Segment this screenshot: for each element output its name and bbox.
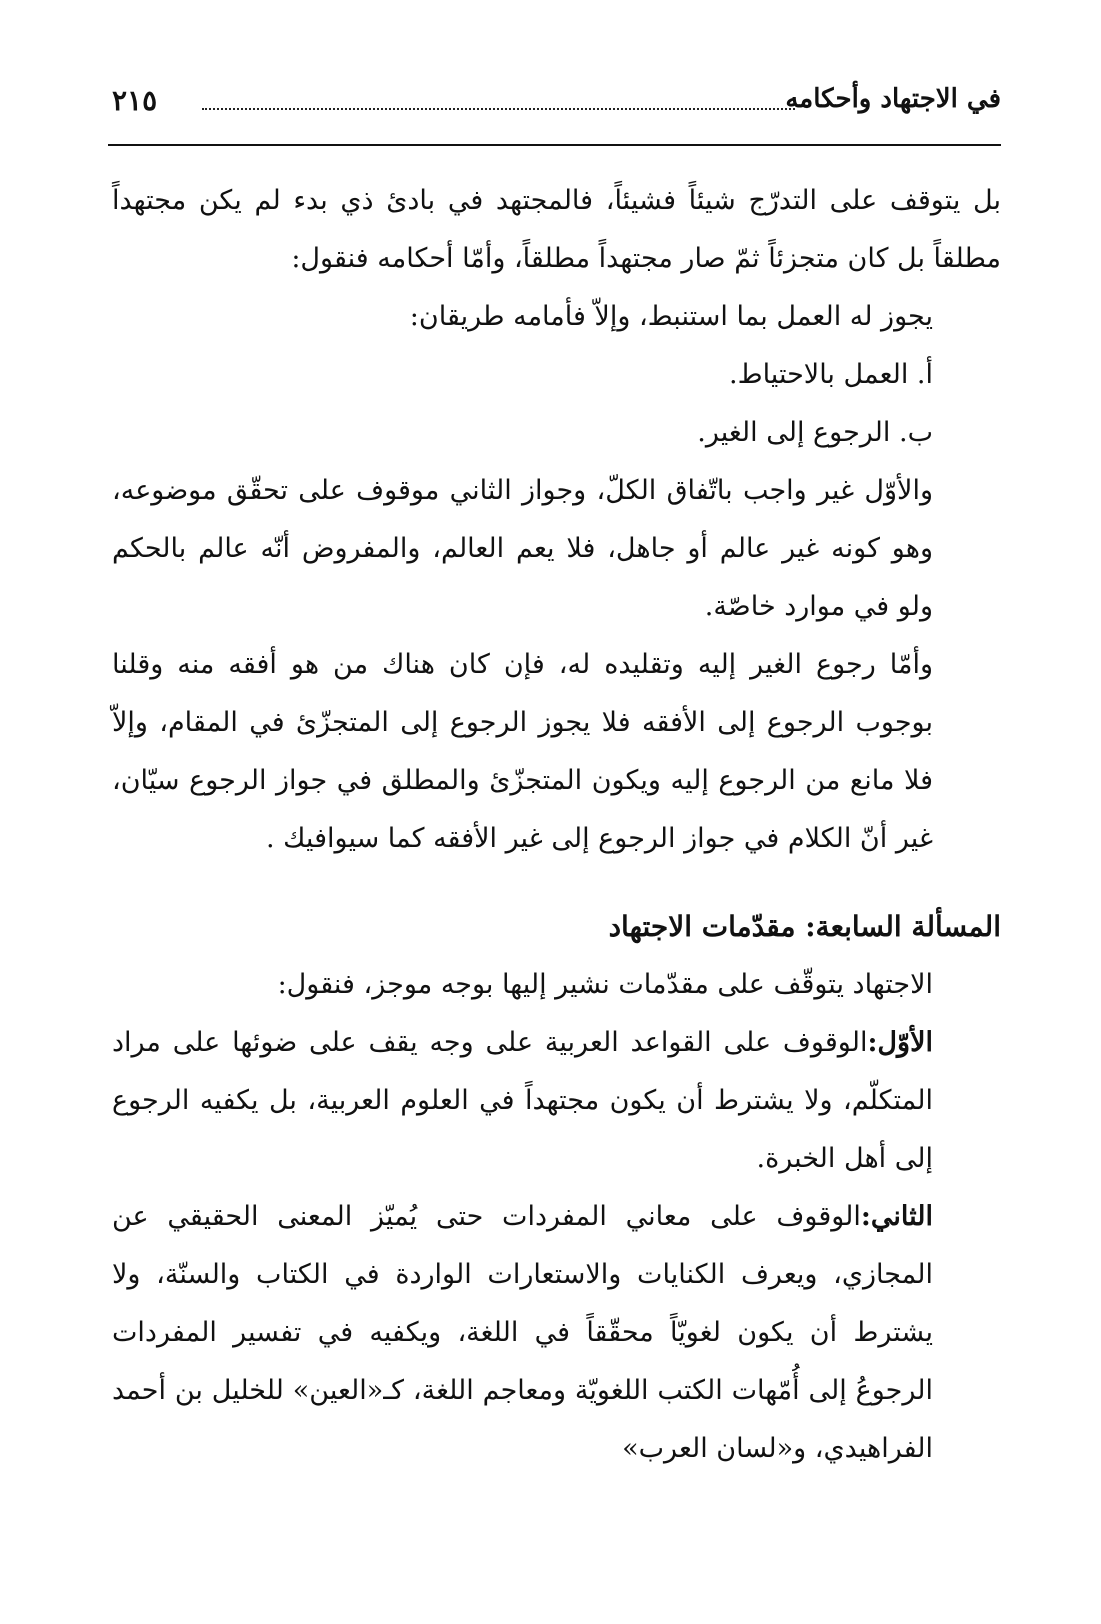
paragraph: والأوّل غير واجب باتّفاق الكلّ، وجواز الثاني موقوف على تحقّق موضوعه، وهو كونه غير عالم أو جاهل، فلا يعم العالم، والمفروض أنّه عالم بالحكم ولو في موارد خاصّة. <box>112 475 933 622</box>
running-title: في الاجتهاد وأحكامه <box>785 84 1001 114</box>
header-rule <box>108 144 1001 146</box>
paragraph: بل يتوقف على التدرّج شيئاً فشيئاً، فالمجتهد في بادئ ذي بدء لم يكن مجتهداً مطلقاً بل كان متجزئاً ثمّ صار مجتهداً مطلقاً، وأمّا أحكامه فنقول: <box>112 185 1001 274</box>
list-item: ب. الرجوع إلى الغير. <box>697 417 933 448</box>
section-intro: الاجتهاد يتوقّف على مقدّمات نشير إليها بوجه موجز، فنقول: <box>277 969 933 1000</box>
list-item: أ. العمل بالاحتياط. <box>729 359 933 390</box>
paragraph-lead: الثاني: <box>860 1201 933 1232</box>
paragraph: وأمّا رجوع الغير إليه وتقليده له، فإن كان هناك من هو أفقه منه وقلنا بوجوب الرجوع إلى الأفقه فلا يجوز الرجوع إلى المتجزّئ في المقام، وإلاّ فلا مانع من الرجوع إليه ويكون المتجزّئ والمطلق في جواز الرجوع سيّان، غير أنّ الكلام في جواز الرجوع إلى غير الأفقه كما سيوافيك . <box>112 649 933 854</box>
section-heading: المسألة السابعة: مقدّمات الاجتهاد <box>608 910 1001 943</box>
page-number: ٢١٥ <box>112 84 158 117</box>
running-header <box>112 84 1001 124</box>
leader-dots <box>202 108 795 110</box>
paragraph-lead: الأوّل: <box>867 1027 933 1058</box>
paragraph-text: الوقوف على معاني المفردات حتى يُميّز المعنى الحقيقي عن المجازي، ويعرف الكنايات والاستعارات الواردة في الكتاب والسنّة، ولا يشترط أن يكون لغويّاً محقّقاً في اللغة، ويكفيه في تفسير المفردات الرجوعُ إلى أُمّهات الكتب اللغويّة ومعاجم اللغة، كـ«العين» للخليل بن أحمد الفراهيدي، و«لسان العرب» <box>112 1201 933 1464</box>
paragraph-text: الوقوف على القواعد العربية على وجه يقف على ضوئها على مراد المتكلّم، ولا يشترط أن يكون مجتهداً في العلوم العربية، بل يكفيه الرجوع إلى أهل الخبرة. <box>112 1027 933 1174</box>
page-body <box>112 172 1001 1478</box>
paragraph: يجوز له العمل بما استنبط، وإلاّ فأمامه طريقان: <box>409 301 933 332</box>
numbered-paragraph <box>112 1014 1001 1188</box>
numbered-paragraph <box>112 1188 1001 1478</box>
spacer <box>112 868 1001 898</box>
